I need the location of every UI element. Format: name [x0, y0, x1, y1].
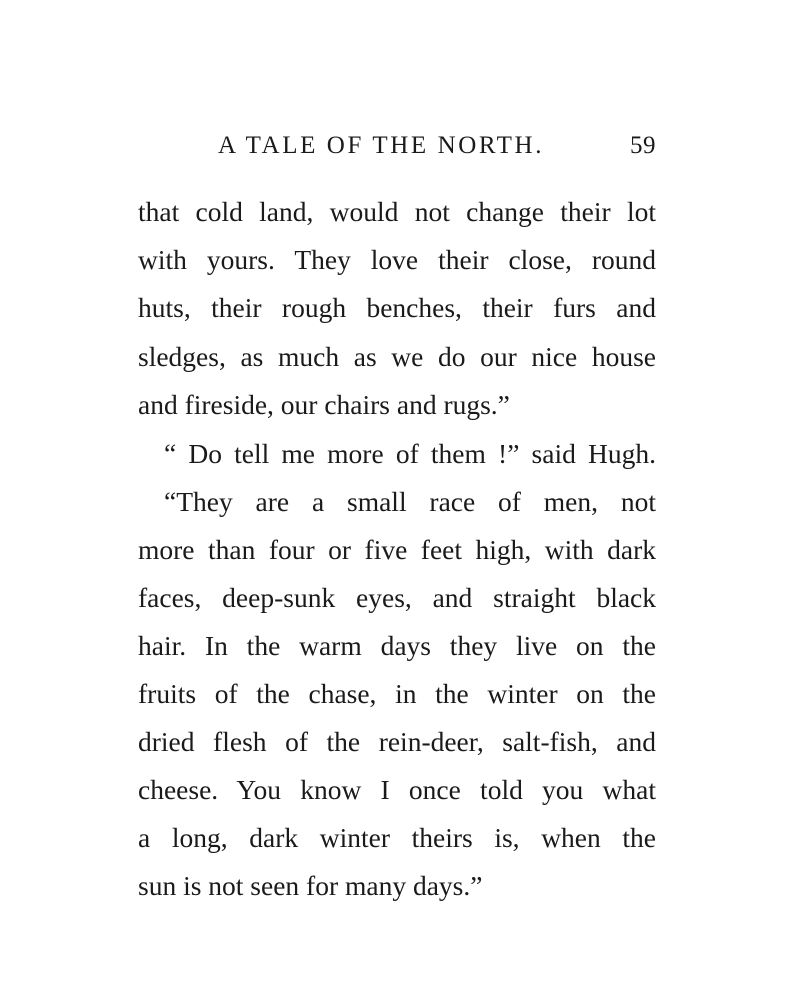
text-line-8: more than four or five feet high, with dark — [138, 534, 656, 565]
text-line-7: “They are a small race of men, not — [164, 486, 656, 517]
text-line-3: huts, their rough benches, their furs and — [138, 292, 656, 323]
text-line-4: sledges, as much as we do our nice house — [138, 341, 656, 372]
text-line-1: that cold land, would not change their lot — [138, 196, 656, 227]
text-line-9: faces, deep-sunk eyes, and straight black — [138, 582, 656, 613]
text-line-12: dried flesh of the rein-deer, salt-fish, and — [138, 726, 656, 757]
text-line-6: “ Do tell me more of them !” said Hugh. — [164, 438, 656, 469]
page-number: 59 — [630, 132, 656, 159]
text-line-2: with yours. They love their close, round — [138, 244, 656, 275]
text-line-10: hair. In the warm days they live on the — [138, 630, 656, 661]
running-title: A TALE OF THE NORTH. — [218, 132, 545, 159]
text-line-11: fruits of the chase, in the winter on the — [138, 678, 656, 709]
running-head — [218, 128, 656, 164]
text-line-14: a long, dark winter theirs is, when the — [138, 822, 656, 853]
text-line-13: cheese. You know I once told you what — [138, 774, 656, 805]
text-line-5: and fireside, our chairs and rugs.” — [138, 389, 510, 420]
text-line-15: sun is not seen for many days.” — [138, 870, 483, 901]
